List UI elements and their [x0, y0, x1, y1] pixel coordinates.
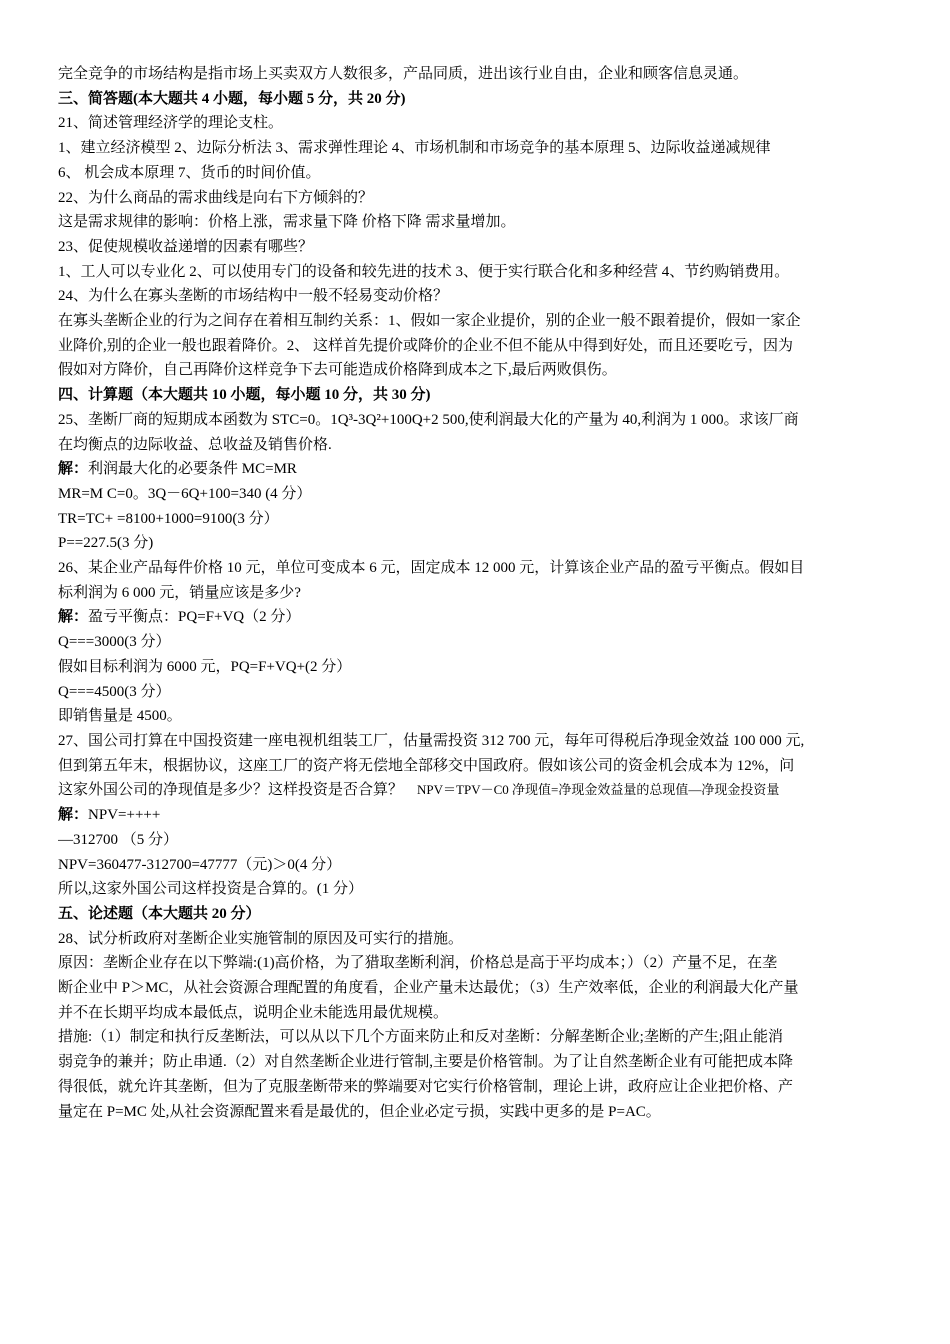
- answer-21-line-1: 1、建立经济模型 2、边际分析法 3、需求弹性理论 4、市场机制和市场竞争的基本原理 5、边际收益递减规律: [58, 140, 771, 157]
- question-27-line-1: 27、国公司打算在中国投资建一座电视机组装工厂，估量需投资 312 700 元，每年可得税后净现金效益 100 000 元,: [58, 732, 805, 749]
- solution-27-line-4: 所以,这家外国公司这样投资是合算的。(1 分）: [58, 881, 363, 898]
- question-28: 28、试分析政府对垄断企业实施管制的原因及可实行的措施。: [58, 930, 464, 947]
- answer-28-reason-line-1: 原因：垄断企业存在以下弊端:(1)高价格，为了猎取垄断利润，价格总是高于平均成本；）（2）产量不足，在垄: [58, 955, 778, 972]
- answer-24-line-1: 在寡头垄断企业的行为之间存在着相互制约关系：1、假如一家企业提价，别的企业一般不跟着提价，假如一家企: [58, 313, 801, 330]
- answer-24-line-2: 业降价,别的企业一般也跟着降价。2、 这样首先提价或降价的企业不但不能从中得到好处，而且还要吃亏，因为: [58, 337, 794, 354]
- solution-text: 利润最大化的必要条件 MC=MR: [88, 461, 297, 478]
- solution-27-line-3: NPV=360477-312700=47777（元)＞0(4 分）: [58, 856, 342, 873]
- solution-25-line-2: MR=M C=0。3Q－6Q+100=340 (4 分）: [58, 485, 312, 502]
- answer-24-line-3: 假如对方降价，自己再降价这样竞争下去可能造成价格降到成本之下,最后两败俱伤。: [58, 362, 617, 379]
- solution-26-line-3: 假如目标利润为 6000 元，PQ=F+VQ+(2 分）: [58, 658, 352, 675]
- answer-28-measure-line-4: 量定在 P=MC 处,从社会资源配置来看是最优的，但企业必定亏损，实践中更多的是 P=AC。: [58, 1103, 661, 1120]
- question-23: 23、促使规模收益递增的因素有哪些？: [58, 238, 314, 255]
- solution-27-line-1: [58, 803, 898, 828]
- section-heading-short-answer: 三、简答题(本大题共 4 小题，每小题 5 分，共 20 分): [58, 90, 406, 107]
- solution-26-line-2: Q===3000(3 分）: [58, 634, 171, 651]
- answer-23: 1、工人可以专业化 2、可以使用专门的设备和较先进的技术 3、便于实行联合化和多种经营 4、节约购销费用。: [58, 263, 790, 280]
- solution-25-line-3: TR=TC+ =8100+1000=9100(3 分）: [58, 510, 279, 527]
- question-26-line-1: 26、某企业产品每件价格 10 元，单位可变成本 6 元，固定成本 12 000 元，计算该企业产品的盈亏平衡点。假如目: [58, 560, 805, 577]
- section-heading-calculation: 四、计算题（本大题共 10 小题，每小题 10 分，共 30 分): [58, 387, 431, 404]
- question-26-line-2: 标利润为 6 000 元，销量应该是多少?: [58, 584, 301, 601]
- solution-26-line-5: 即销售量是 4500。: [58, 708, 182, 725]
- document-page: [58, 62, 898, 1124]
- solution-27-line-2: —312700 （5 分）: [58, 831, 179, 848]
- question-25-line-1: 25、垄断厂商的短期成本函数为 STC=0。1Q³-3Q²+100Q+2 500,使利润最大化的产量为 40,利润为 1 000。求该厂商: [58, 411, 799, 428]
- solution-26-line-4: Q===4500(3 分）: [58, 683, 171, 700]
- npv-formula-note: NPV＝TPV－C0 净现值=净现金效益量的总现值—净现金投资量: [417, 782, 780, 798]
- question-27-line-2: 但到第五年末，根据协议，这座工厂的资产将无偿地全部移交中国政府。假如该公司的资金机会成本为 12%，问: [58, 757, 795, 774]
- text-line: 完全竞争的市场结构是指市场上买卖双方人数很多，产品同质，进出该行业自由，企业和顾客信息灵通。: [58, 66, 749, 82]
- solution-26-line-1: [58, 605, 898, 630]
- solution-25-line-1: [58, 457, 898, 482]
- question-27-line-3: [58, 778, 898, 803]
- question-27-text: 这家外国公司的净现值是多少？这样投资是否合算？: [58, 782, 404, 799]
- answer-28-measure-line-2: 弱竞争的兼并；防止串通.（2）对自然垄断企业进行管制,主要是价格管制。为了让自然垄断企业有可能把成本降: [58, 1054, 794, 1071]
- solution-label: 解：: [58, 807, 89, 824]
- solution-text: 盈亏平衡点：PQ=F+VQ（2 分）: [88, 609, 301, 626]
- answer-28-measure-line-3: 得很低，就允许其垄断，但为了克服垄断带来的弊端要对它实行价格管制，理论上讲，政府应让企业把价格、产: [58, 1078, 794, 1095]
- question-25-line-2: 在均衡点的边际收益、总收益及销售价格.: [58, 436, 332, 453]
- answer-28-reason-line-3: 并不在长期平均成本最低点，说明企业未能选用最优规模。: [58, 1004, 449, 1021]
- solution-text: NPV=++++: [88, 807, 161, 824]
- solution-25-line-4: P==227.5(3 分): [58, 535, 154, 552]
- answer-28-reason-line-2: 断企业中 P＞MC，从社会资源合理配置的角度看，企业产量未达最优；（3）生产效率低，企业的利润最大化产量: [58, 980, 799, 997]
- answer-28-measure-line-1: 措施:（1）制定和执行反垄断法，可以从以下几个方面来防止和反对垄断：分解垄断企业;垄断的产生;阻止能消: [58, 1029, 784, 1046]
- question-21: 21、简述管理经济学的理论支柱。: [58, 115, 284, 132]
- solution-label: 解：: [58, 609, 89, 626]
- answer-21-line-2: 6、 机会成本原理 7、货币的时间价值。: [58, 164, 321, 181]
- question-22: 22、为什么商品的需求曲线是向右下方倾斜的？: [58, 189, 374, 206]
- solution-label: 解：: [58, 461, 89, 478]
- question-24: 24、为什么在寡头垄断的市场结构中一般不轻易变动价格？: [58, 288, 449, 305]
- section-heading-essay: 五、论述题（本大题共 20 分）: [58, 905, 261, 922]
- answer-22: 这是需求规律的影响：价格上涨，需求量下降 价格下降 需求量增加。: [58, 214, 516, 231]
